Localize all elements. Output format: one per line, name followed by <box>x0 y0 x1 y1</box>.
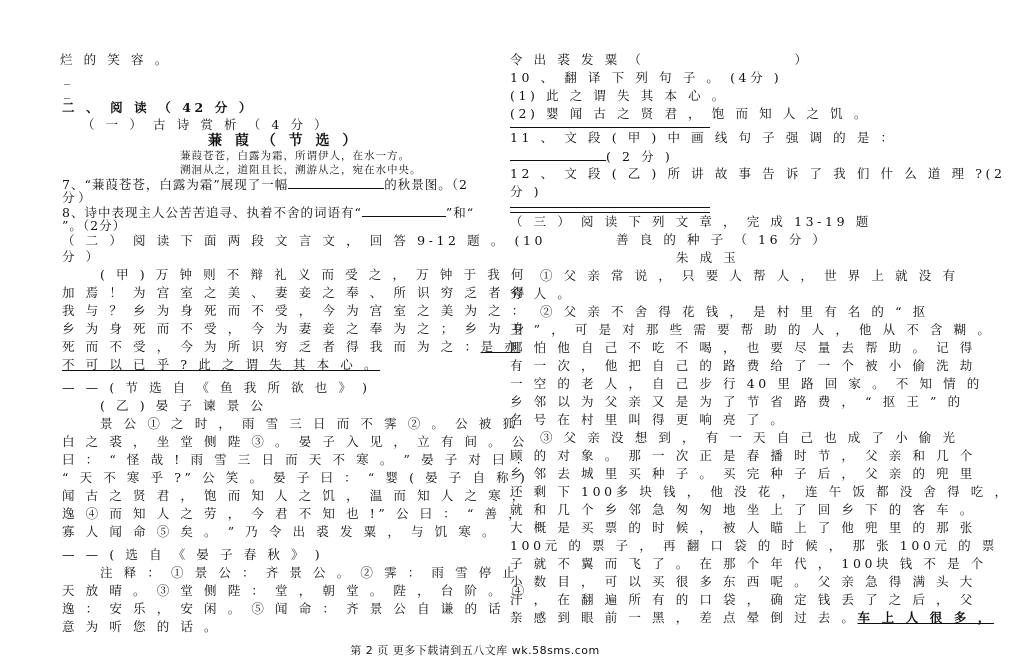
question-12: 12 、 文 段 ( 乙 ) 所 讲 故 事 告 诉 了 我 们 什 么 道 理 ?(2 <box>510 166 1006 181</box>
text-line: 有 一 次 ， 他 把 自 己 的 路 费 给 了 一 个 被 小 偷 洗 劫 <box>510 358 976 373</box>
text-line: ”。（2分） <box>62 218 127 233</box>
text-line: 王 ” ， 可 是 对 那 些 需 要 帮 助 的 人 ， 他 从 不 含 糊 。 <box>510 322 994 337</box>
text-line: 大 概 是 买 票 的 时 候 ， 被 人 瞄 上 了 他 兜 里 的 那 张 <box>510 520 976 535</box>
page-footer: 第 2 页 更多下载请到五八文库 wk.58sms.com <box>350 644 600 657</box>
text-line: 就 和 几 个 乡 邻 急 匆 匆 地 坐 上 了 回 乡 下 的 客 车 。 <box>510 502 976 517</box>
passage-title: ( 乙 ) 晏 子 谏 景 公 <box>100 398 267 413</box>
answer-blank[interactable] <box>510 148 606 161</box>
text-line <box>62 339 520 355</box>
underlined-sentence: 是 亦 <box>480 339 521 354</box>
text-line: 哪 怕 他 自 己 不 吃 不 喝 ， 也 要 尽 量 去 帮 助 。 记 得 <box>510 340 976 355</box>
text-line: 分 ） <box>62 249 102 264</box>
text-line: 逸 ④ 而 知 人 之 劳 ， 今 君 不 知 也 !” 公 曰 ： “ 善 ， <box>62 506 525 521</box>
question-11: 11 、 文 段 ( 甲 ) 中 画 线 句 子 强 调 的 是 ： <box>510 130 897 145</box>
text-line: ① 父 亲 常 说 ， 只 要 人 帮 人 ， 世 界 上 就 没 有 <box>540 268 959 283</box>
text-line: 子 就 不 翼 而 飞 了 。 在 那 个 年 代 ， 100块 钱 不 是 个 <box>510 556 987 571</box>
poem-line: 蒹葭苍苍，白露为霜，所谓伊人，在水一方。 <box>180 150 410 162</box>
answer-line[interactable] <box>510 127 710 128</box>
text-line: 还 剩 下 100多 块 钱 ， 他 没 花 ， 连 午 饭 都 没 舍 得 吃 ， <box>510 484 1011 499</box>
underlined-sentence: 车 上 人 很 多 ， <box>857 610 994 625</box>
text-line: “ 天 不 寒 乎 ?” 公 笑 。 晏 子 曰 ： “ 婴 ( 晏 子 自 称 ) <box>62 470 529 485</box>
underlined-sentence: 不 可 以 已 乎 ? 此 之 谓 失 其 本 心 。 <box>62 357 381 372</box>
question-10: 10 、 翻 译 下 列 句 子 。 (4分 ) <box>510 70 783 85</box>
text-line: 我 与 ？ 乡 为 身 死 而 不 受 ， 今 为 宫 室 之 美 为 之 ： <box>62 303 528 318</box>
answer-blank[interactable] <box>362 204 446 217</box>
text-segment: 令 出 裘 发 粟 （ <box>510 52 645 67</box>
text-line: 小 数 目 ， 可 以 买 很 多 东 西 呢 。 父 亲 急 得 满 头 大 <box>510 574 976 589</box>
text-segment: ） <box>794 52 811 67</box>
text-line: 汗 ， 在 翻 遍 所 有 的 口 袋 ， 确 定 钱 丢 了 之 后 ， 父 <box>510 592 976 607</box>
text-line: 闻 古 之 贤 君 ， 饱 而 知 人 之 饥 ， 温 而 知 人 之 寒 ， <box>62 488 528 503</box>
text-line: 加 焉 ！ 为 宫 室 之 美 、 妻 妾 之 奉 、 所 识 穷 乏 者 得 <box>62 285 528 300</box>
article-author: 朱 成 玉 <box>676 250 740 265</box>
annotation-line: 注 释 ： ① 景 公 ： 齐 景 公 。 ② 霁 ： 雨 雪 停 止 <box>100 565 519 580</box>
annotation-line: 天 放 晴 。 ③ 堂 侧 陛 ： 堂 ， 朝 堂 。 陛 ， 台 阶 。 ④ <box>62 583 528 598</box>
answer-line[interactable] <box>510 212 710 213</box>
answer-blank[interactable] <box>288 176 384 189</box>
text-line: 分） <box>62 190 95 205</box>
text-line: 烂 的 笑 容 。 <box>60 52 171 67</box>
question-text: ”和“ <box>445 205 475 220</box>
annotation-line: 逸 ： 安 乐 ， 安 闲 。 ⑤ 闻 命 ： 齐 景 公 自 谦 的 话 ， <box>62 601 528 616</box>
question-text: 8、诗中表现主人公苦苦追寻、执着不舍的词语有“ <box>62 205 362 220</box>
text-line: 白 之 裘 ， 坐 堂 侧 陛 ③ 。 晏 子 入 见 ， 立 有 间 。 公 <box>62 434 528 449</box>
text-line: 景 公 ① 之 时 ， 雨 雪 三 日 而 不 霁 ② 。 公 被 狐 <box>100 416 519 431</box>
text-segment: ( 2 分 ) <box>606 149 674 164</box>
text-line <box>510 148 673 165</box>
text-line <box>510 610 994 626</box>
text-line: 曰 ： “ 怪 哉 ! 雨 雪 三 日 而 天 不 寒 。 ” 晏 子 对 曰 ： <box>62 452 532 467</box>
text-segment: 亲 感 到 眼 前 一 黑 ， 差 点 晕 倒 过 去 。 <box>510 610 858 625</box>
question-text: 7、“蒹葭苍苍，白露为霜”展现了一幅 <box>62 177 289 192</box>
text-line: 100元 的 票 子 ， 再 翻 口 袋 的 时 候 ， 那 张 100元 的 票 <box>510 538 998 553</box>
subsection-heading: （ 二 ） 阅 读 下 面 两 段 文 言 文 ， 回 答 9-12 题 。 (10 <box>62 233 547 248</box>
subsection-heading: （ 一 ） 古 诗 赏 析 （ 4 分 ） <box>82 117 331 132</box>
text-line: 顾 的 对 象 。 那 一 次 正 是 春 播 时 节 ， 父 亲 和 几 个 <box>510 448 976 463</box>
text-line: ② 父 亲 不 舍 得 花 钱 ， 是 村 里 有 名 的 “ 抠 <box>540 304 929 319</box>
text-line: 穷 人 。 <box>510 286 574 301</box>
question-7 <box>62 176 468 193</box>
subsection-heading: （ 三 ） 阅 读 下 列 文 章 ， 完 成 13-19 题 <box>510 214 872 229</box>
source-note: — — ( 节 选 自 《 鱼 我 所 欲 也 》 ) <box>62 380 371 395</box>
text-line: 分 ) <box>510 184 543 199</box>
poem-line: 溯洄从之，道阻且长，溯游从之，宛在水中央。 <box>180 164 422 176</box>
text-segment: 死 而 不 受 ， 今 为 所 识 穷 乏 者 得 我 而 为 之 ： <box>62 339 481 354</box>
answer-line[interactable] <box>510 207 710 208</box>
text-line: ③ 父 亲 没 想 到 ， 有 一 天 自 己 也 成 了 小 偷 光 <box>540 430 959 445</box>
section-heading: 二 、 阅 读 （ 42 分 ） <box>62 100 255 115</box>
source-note: — — ( 选 自 《 晏 子 春 秋 》 ) <box>62 547 324 562</box>
text-line: 寡 人 闻 命 ⑤ 矣 。 ” 乃 令 出 裘 发 粟 ， 与 饥 寒 。 <box>62 524 499 539</box>
question-text: 的秋景图。（2 <box>384 177 468 192</box>
text-line: (1) 此 之 谓 失 其 本 心 。 <box>510 88 728 103</box>
text-line: (2) 婴 闻 古 之 贤 君 ， 饱 而 知 人 之 饥 。 <box>510 106 870 121</box>
text-line: _ <box>64 70 74 85</box>
text-line: 名 号 在 村 里 叫 得 更 响 亮 了 。 <box>510 412 787 427</box>
text-line <box>510 52 811 68</box>
text-line: _ <box>64 84 74 99</box>
text-line: ( 甲 ) 万 钟 则 不 辩 礼 义 而 受 之 ， 万 钟 于 我 何 <box>100 267 527 282</box>
poem-title: 蒹 葭 （ 节 选 ） <box>208 133 361 149</box>
annotation-line: 意 为 听 您 的 话 。 <box>62 619 221 634</box>
text-line: 一 空 的 老 人 ， 自 己 步 行 40 里 路 回 家 。 不 知 情 的 <box>510 376 983 391</box>
article-title: 善 良 的 种 子 （ 16 分 ） <box>616 232 829 247</box>
text-line: 乡 邻 以 为 父 亲 又 是 为 了 节 省 路 费 ， “ 抠 王 ” 的 <box>510 394 964 409</box>
text-line: 乡 邻 去 城 里 买 种 子 。 买 完 种 子 后 ， 父 亲 的 兜 里 <box>510 466 976 481</box>
text-line: 乡 为 身 死 而 不 受 ， 今 为 妻 妾 之 奉 为 之 ； 乡 为 身 <box>62 321 528 336</box>
